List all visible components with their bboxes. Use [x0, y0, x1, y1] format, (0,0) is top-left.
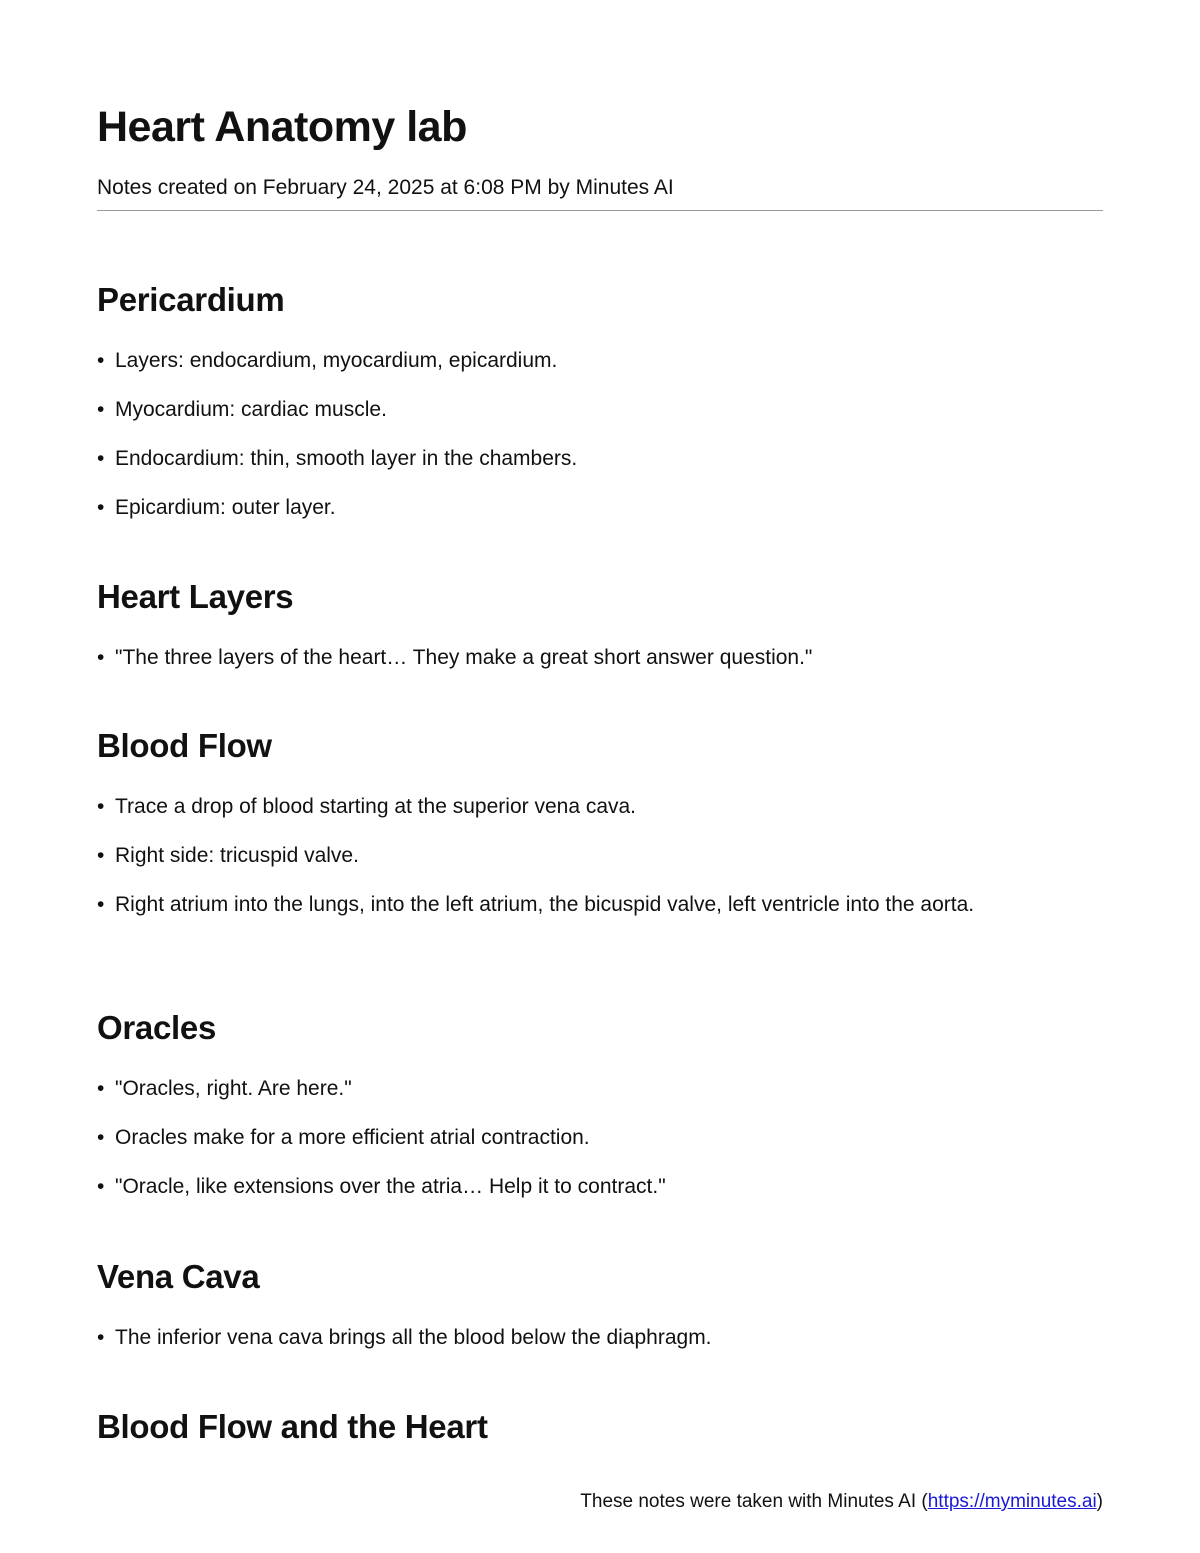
list-item-text: Oracles make for a more efficient atrial contraction.	[115, 1126, 590, 1149]
list-item-text: Right atrium into the lungs, into the left atrium, the bicuspid valve, left ventricle into the aorta.	[115, 893, 975, 916]
section-heading: Oracles	[97, 1009, 216, 1046]
list-item-text: The inferior vena cava brings all the blood below the diaphragm.	[115, 1326, 712, 1349]
header-divider	[97, 210, 1103, 211]
list-item-text: "The three layers of the heart… They make a great short answer question."	[115, 646, 813, 669]
list-item	[97, 392, 1103, 427]
bullet-icon: •	[97, 646, 105, 669]
section-pericardium	[97, 276, 1103, 573]
list-item	[97, 1320, 1103, 1355]
minutes-ai-link[interactable]: https://myminutes.ai	[927, 1491, 1097, 1512]
bullet-icon: •	[97, 1175, 105, 1198]
bullet-list	[97, 1320, 1103, 1355]
document-title: Heart Anatomy lab	[97, 103, 467, 151]
bullet-icon: •	[97, 398, 105, 421]
notes-metadata: Notes created on February 24, 2025 at 6:08 PM by Minutes AI	[97, 176, 674, 199]
list-item-text: Trace a drop of blood starting at the superior vena cava.	[115, 795, 637, 818]
bullet-list	[97, 1071, 1103, 1204]
notes-sections	[97, 276, 1103, 1451]
bullet-icon: •	[97, 1126, 105, 1149]
section-heading: Blood Flow	[97, 727, 272, 764]
section-heart-layers	[97, 573, 1103, 722]
list-item	[97, 343, 1103, 378]
list-item	[97, 640, 1103, 675]
list-item	[97, 490, 1103, 525]
list-item-text: "Oracles, right. Are here."	[115, 1077, 352, 1100]
list-item	[97, 441, 1103, 476]
list-item-text: "Oracle, like extensions over the atria… Help it to contract."	[115, 1175, 666, 1198]
list-item	[97, 1120, 1103, 1155]
bullet-list	[97, 343, 1103, 525]
list-item-text: Endocardium: thin, smooth layer in the chambers.	[115, 447, 578, 470]
section-heading: Heart Layers	[97, 578, 294, 615]
list-item-text: Epicardium: outer layer.	[115, 496, 336, 519]
section-heading: Pericardium	[97, 281, 285, 318]
section-blood-flow	[97, 722, 1103, 1004]
bullet-list	[97, 640, 1103, 675]
list-item	[97, 838, 1103, 873]
bullet-icon: •	[97, 349, 105, 372]
list-item	[97, 887, 1103, 922]
section-vena-cava	[97, 1253, 1103, 1403]
bullet-icon: •	[97, 844, 105, 867]
page-footer	[580, 1489, 1103, 1515]
list-item-text: Right side: tricuspid valve.	[115, 844, 359, 867]
bullet-icon: •	[97, 795, 105, 818]
bullet-icon: •	[97, 893, 105, 916]
bullet-list	[97, 789, 1103, 922]
bullet-icon: •	[97, 447, 105, 470]
list-item	[97, 789, 1103, 824]
list-item-text: Myocardium: cardiac muscle.	[115, 398, 387, 421]
section-heading: Blood Flow and the Heart	[97, 1408, 488, 1445]
bullet-icon: •	[97, 496, 105, 519]
bullet-icon: •	[97, 1326, 105, 1349]
section-oracles	[97, 1004, 1103, 1253]
bullet-icon: •	[97, 1077, 105, 1100]
section-blood-flow-and-the-heart	[97, 1403, 1103, 1451]
footer-text: These notes were taken with Minutes AI (	[580, 1491, 928, 1512]
list-item	[97, 1071, 1103, 1106]
list-item	[97, 1169, 1103, 1204]
footer-text-end: )	[1096, 1491, 1103, 1512]
section-heading: Vena Cava	[97, 1258, 260, 1295]
list-item-text: Layers: endocardium, myocardium, epicardium.	[115, 349, 558, 372]
